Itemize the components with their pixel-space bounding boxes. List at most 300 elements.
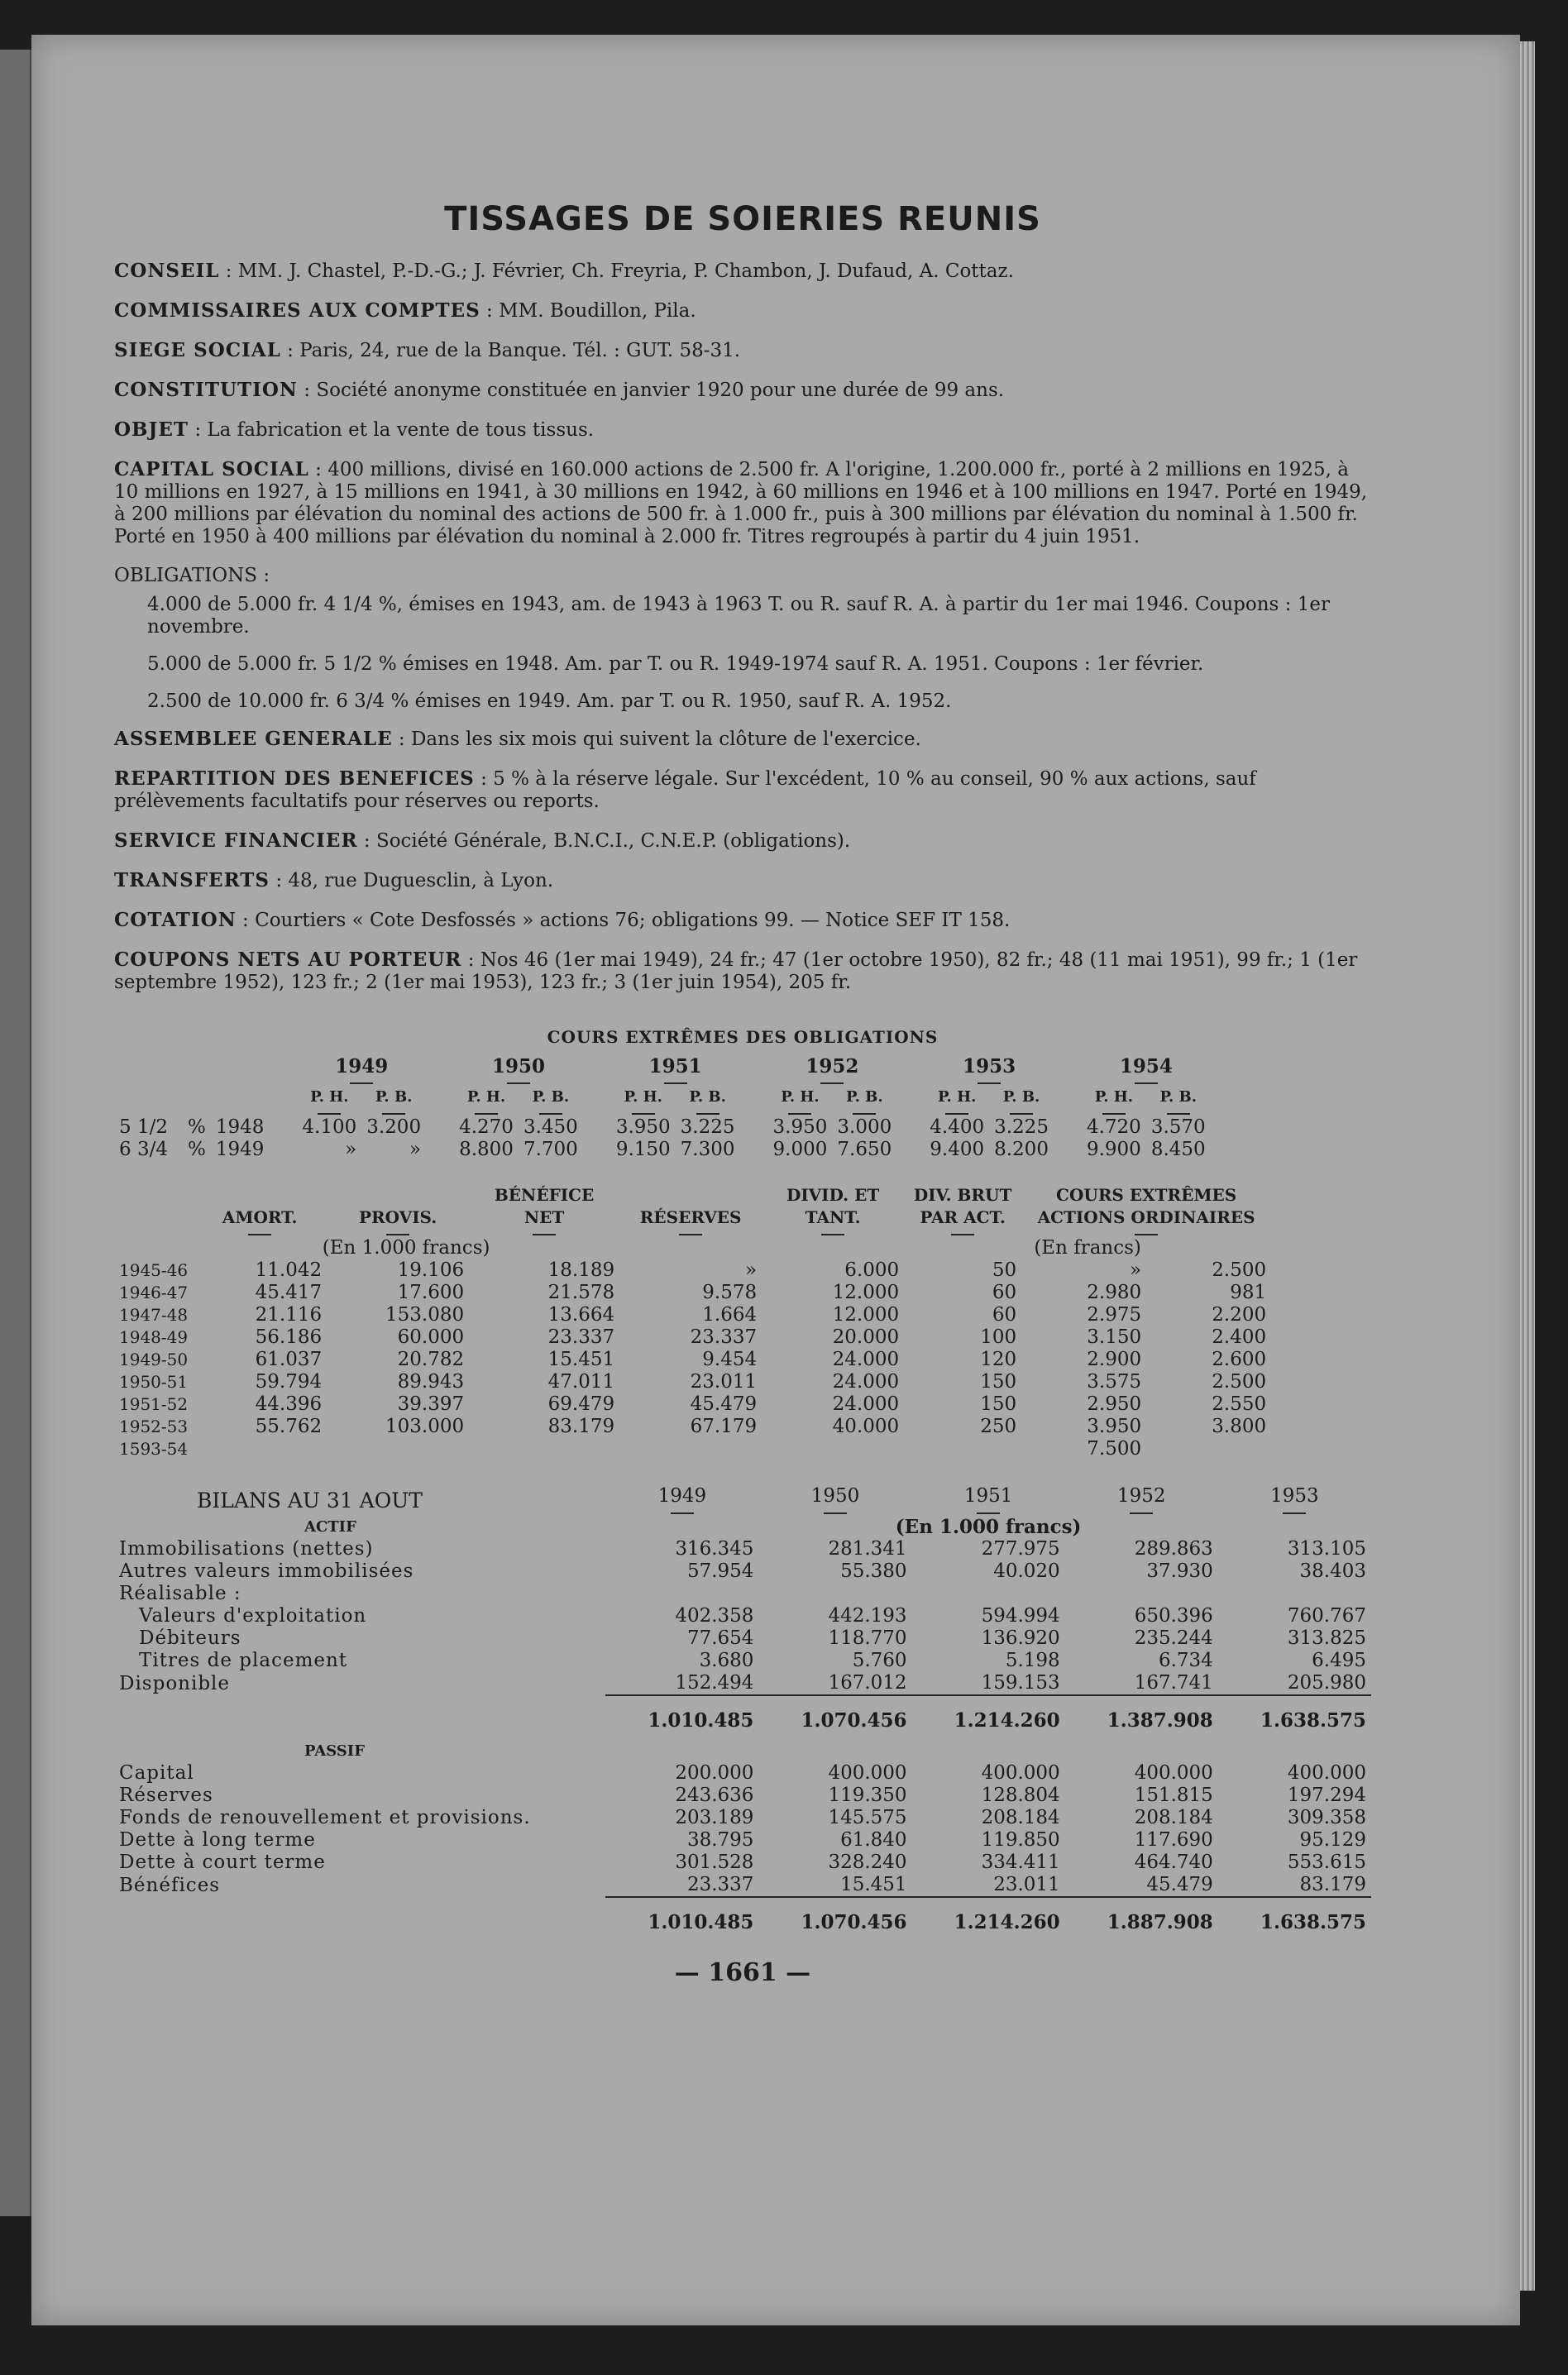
ph-header: [740, 1086, 833, 1116]
results-value: 24.000: [832, 1371, 900, 1393]
dash-mark: [507, 1082, 530, 1084]
dash-mark: [671, 1512, 694, 1514]
info-text: : 5 % à la réserve légale. Sur l'excédent, 10 % au conseil, 90 % aux actions, sauf prélèvements facultatifs pour réserves ou reports.: [114, 768, 1256, 812]
bond-value: 3.225: [680, 1116, 735, 1138]
balance-value: 3.680: [699, 1650, 754, 1671]
balance-value: 594.994: [981, 1605, 1060, 1627]
page-title: TISSAGES DE SOIERIES REUNIS: [444, 200, 1041, 238]
balance-total-value: 1.887.908: [1065, 1897, 1218, 1933]
year-label: 1953: [963, 1055, 1016, 1078]
results-value: 24.000: [832, 1393, 900, 1415]
ph-header: [1054, 1086, 1146, 1116]
balance-row-label: Disponible: [119, 1672, 231, 1694]
bond-value: 9.900: [1086, 1139, 1141, 1160]
balance-row-label: Valeurs d'exploitation: [139, 1605, 367, 1627]
company-info-section: [114, 260, 1371, 548]
balance-total-value: 1.070.456: [758, 1695, 911, 1732]
info-label: COTATION: [114, 909, 237, 931]
period-label: 1948-49: [119, 1327, 189, 1347]
results-value: 981: [1230, 1282, 1267, 1303]
info-paragraph: [114, 909, 1371, 932]
balance-value: [758, 1583, 911, 1605]
dash-mark: [318, 1113, 341, 1115]
dash-mark: [978, 1082, 1001, 1084]
results-value: 2.975: [1087, 1304, 1142, 1326]
balance-row-label: Bénéfices: [119, 1874, 221, 1896]
header-label: COURS EXTRÊMES ACTIONS ORDINAIRES: [1037, 1185, 1255, 1227]
document-page: [31, 35, 1520, 2325]
adjacent-page-edge: [0, 50, 31, 2216]
results-row: [114, 1416, 1271, 1438]
bond-value: 7.300: [680, 1139, 735, 1160]
period-label: 1952-53: [119, 1417, 189, 1436]
dash-mark: [533, 1234, 556, 1235]
balance-value: 328.240: [828, 1852, 907, 1873]
results-value: 40.000: [832, 1416, 900, 1437]
results-row: [114, 1393, 1271, 1416]
balance-total-value: 1.638.575: [1218, 1695, 1371, 1732]
bond-value: 8.450: [1150, 1139, 1206, 1160]
balance-total-value: 1.638.575: [1218, 1897, 1371, 1933]
balance-total-value: 1.214.260: [912, 1695, 1065, 1732]
results-value: 56.186: [255, 1326, 323, 1348]
subheader-label: P. B.: [1002, 1088, 1040, 1106]
bond-rate: 5 1/2: [119, 1116, 168, 1138]
dash-mark: [1130, 1512, 1153, 1514]
pb-header: [989, 1086, 1054, 1116]
ph-header: [896, 1086, 989, 1116]
bond-rate: 6 3/4: [119, 1139, 168, 1160]
subheader-label: P. H.: [781, 1088, 820, 1106]
spacer-cell: [114, 1086, 269, 1116]
bond-subheader-row: [114, 1086, 1211, 1116]
balance-row: [114, 1807, 1371, 1829]
info-paragraph: [114, 339, 1371, 362]
results-value: 12.000: [832, 1282, 900, 1303]
balance-value: 6.495: [1312, 1650, 1366, 1671]
results-value: 45.417: [255, 1282, 323, 1303]
bond-value: 3.225: [994, 1116, 1049, 1138]
balance-value: 145.575: [828, 1807, 907, 1828]
results-row: [114, 1259, 1271, 1282]
balance-value: 37.930: [1146, 1560, 1213, 1582]
dash-mark: [386, 1234, 409, 1235]
dash-mark: [475, 1113, 498, 1115]
subheader-label: P. H.: [310, 1088, 349, 1106]
spacer-cell: [114, 1184, 193, 1237]
info-label: CONSTITUTION: [114, 379, 298, 401]
balance-header-row: [114, 1485, 1371, 1516]
subheader-label: P. B.: [375, 1088, 413, 1106]
results-value: 11.042: [255, 1259, 323, 1281]
info-text: : Société anonyme constituée en janvier 1920 pour une durée de 99 ans.: [297, 380, 1005, 401]
balance-value: 118.770: [828, 1627, 907, 1649]
balance-row-label: Réserves: [119, 1785, 213, 1806]
obligations-section: [114, 565, 1371, 713]
balance-value: 23.011: [993, 1874, 1060, 1895]
balance-row-label: Fonds de renouvellement et provisions.: [119, 1807, 531, 1828]
balance-year-header: [912, 1485, 1065, 1516]
balance-value: 40.020: [993, 1560, 1060, 1582]
dash-mark: [788, 1113, 811, 1115]
year-label: 1951: [648, 1055, 702, 1078]
balance-row-label: Autres valeurs immobilisées: [119, 1560, 414, 1582]
bond-value: 3.000: [837, 1116, 892, 1138]
passif-header-row: [114, 1732, 1371, 1762]
balance-row: [114, 1583, 1371, 1605]
pb-header: [676, 1086, 740, 1116]
balance-row-label: Immobilisations (nettes): [119, 1538, 374, 1560]
results-value: 12.000: [832, 1304, 900, 1326]
balance-row-label: Titres de placement: [139, 1650, 348, 1671]
period-label: 1593-54: [119, 1439, 189, 1459]
page-number: — 1661 —: [674, 1958, 811, 1987]
page-content: [114, 159, 1371, 1987]
bond-year-header: [740, 1055, 897, 1086]
results-value: 20.782: [397, 1349, 465, 1370]
ph-header: [583, 1086, 676, 1116]
balance-row: [114, 1829, 1371, 1852]
dash-mark: [1102, 1113, 1126, 1115]
balance-value: [1065, 1583, 1218, 1605]
year-label: 1951: [963, 1485, 1013, 1507]
bond-row: [114, 1139, 1211, 1161]
balance-value: 208.184: [1134, 1807, 1213, 1828]
balance-value: 119.350: [828, 1785, 907, 1806]
results-value: 44.396: [255, 1393, 323, 1415]
balance-value: 45.479: [1146, 1874, 1213, 1895]
info-label: SERVICE FINANCIER: [114, 829, 358, 852]
year-label: 1952: [806, 1055, 859, 1078]
results-value: 2.600: [1212, 1349, 1267, 1370]
balance-value: 151.815: [1134, 1785, 1213, 1806]
balance-value: 15.451: [840, 1874, 907, 1895]
balance-value: [912, 1583, 1065, 1605]
results-value: 2.500: [1212, 1371, 1267, 1393]
balance-row: [114, 1785, 1371, 1807]
spacer-cell: [619, 1237, 904, 1259]
results-column-header: [619, 1184, 762, 1237]
period-label: 1947-48: [119, 1305, 189, 1325]
balance-value: 400.000: [1134, 1762, 1213, 1784]
pb-header: [1146, 1086, 1211, 1116]
bond-year-header: [1054, 1055, 1211, 1086]
info-paragraph: [114, 949, 1371, 994]
balance-value: 208.184: [981, 1807, 1060, 1828]
results-value: 6.000: [844, 1259, 900, 1281]
year-label: 1949: [657, 1485, 707, 1507]
bond-value: 4.720: [1086, 1116, 1141, 1138]
spacer-cell: [605, 1516, 758, 1538]
balance-year-header: [758, 1485, 911, 1516]
info-paragraph: [114, 379, 1371, 402]
balance-value: 205.980: [1287, 1672, 1366, 1694]
results-value: 150: [980, 1371, 1017, 1393]
results-row: [114, 1326, 1271, 1349]
dash-mark: [632, 1113, 655, 1115]
balance-year-header: [1065, 1485, 1218, 1516]
results-value: [469, 1438, 619, 1460]
results-value: 3.950: [1087, 1416, 1142, 1437]
bond-value: 9.150: [615, 1139, 671, 1160]
balance-value: 203.189: [675, 1807, 754, 1828]
balance-value: 402.358: [675, 1605, 754, 1627]
results-value: »: [1130, 1259, 1142, 1281]
info-text: : 400 millions, divisé en 160.000 actions de 2.500 fr. A l'origine, 1.200.000 fr., porté à 2 millions en 1925, à 10 millions en 1927, à 15 millions en 1941, à 30 millions en 1942, à 60 millions en 1946 et à 100 millions en 1947. Porté en 1949, à 200 millions par élévation du nominal des actions de 500 fr. à 1.000 fr., puis à 300 millions par élévation du nominal à 1.500 fr. Porté en 1950 à 400 millions par élévation du nominal à 2.000 fr. Titres regroupés à partir du 4 juin 1951.: [114, 459, 1368, 547]
bond-year-header: [583, 1055, 740, 1086]
balance-value: 442.193: [828, 1605, 907, 1627]
year-label: 1949: [335, 1055, 389, 1078]
results-value: 2.980: [1087, 1282, 1142, 1303]
pb-header: [361, 1086, 426, 1116]
results-value: 23.337: [547, 1326, 615, 1348]
balance-value: 128.804: [981, 1785, 1060, 1806]
dash-mark: [1010, 1113, 1033, 1115]
balance-value: 159.153: [981, 1672, 1060, 1694]
passif-label: PASSIF: [304, 1742, 365, 1760]
balance-title: BILANS AU 31 AOUT: [197, 1489, 423, 1512]
balance-value: 38.795: [686, 1829, 754, 1851]
balance-value: 281.341: [828, 1538, 907, 1560]
bond-value: 7.700: [523, 1139, 578, 1160]
balance-value: 152.494: [675, 1672, 754, 1694]
balance-value: 61.840: [840, 1829, 907, 1851]
balance-value: [605, 1583, 758, 1605]
balance-value: 6.734: [1158, 1650, 1213, 1671]
pb-header: [832, 1086, 896, 1116]
results-value: [327, 1438, 469, 1460]
year-label: 1950: [810, 1485, 860, 1507]
results-value: 103.000: [385, 1416, 465, 1437]
balance-total-value: 1.010.485: [605, 1897, 758, 1933]
balance-value: 23.337: [686, 1874, 754, 1895]
info-text: : Courtiers « Cote Desfossés » actions 76; obligations 99. — Notice SEF IT 158.: [236, 910, 1011, 931]
balance-value: 243.636: [675, 1785, 754, 1806]
bond-value: 8.200: [994, 1139, 1049, 1160]
results-value: 3.150: [1087, 1326, 1142, 1348]
balance-value: 316.345: [675, 1538, 754, 1560]
balance-value: 117.690: [1134, 1829, 1213, 1851]
pb-header: [519, 1086, 583, 1116]
results-value: 21.578: [547, 1282, 615, 1303]
company-info-section-2: [114, 728, 1371, 994]
period-label: 1951-52: [119, 1394, 189, 1414]
results-value: 47.011: [547, 1371, 615, 1393]
bond-row: [114, 1116, 1211, 1139]
bond-value: 9.000: [772, 1139, 828, 1160]
info-text: : La fabrication et la vente de tous tissus.: [189, 419, 595, 441]
results-value: 2.950: [1087, 1393, 1142, 1415]
balance-sheet-table: [114, 1485, 1371, 1933]
balance-value: 400.000: [1287, 1762, 1366, 1784]
balance-unit: (En 1.000 francs): [895, 1516, 1082, 1538]
results-value: 100: [980, 1326, 1017, 1348]
results-value: 18.189: [547, 1259, 615, 1281]
balance-value: 167.741: [1134, 1672, 1213, 1694]
dash-mark: [350, 1082, 373, 1084]
spacer-cell: [114, 1695, 605, 1732]
results-value: 24.000: [832, 1349, 900, 1370]
balance-value: 95.129: [1299, 1829, 1366, 1851]
results-row: [114, 1304, 1271, 1326]
bond-value: 8.800: [459, 1139, 514, 1160]
results-row: [114, 1282, 1271, 1304]
results-value: 59.794: [255, 1371, 323, 1393]
results-value: 7.500: [1087, 1438, 1142, 1460]
info-paragraph: [114, 728, 1371, 751]
info-text: : MM. J. Chastel, P.-D.-G.; J. Février, Ch. Freyria, P. Chambon, J. Dufaud, A. Cottaz.: [219, 260, 1014, 282]
results-value: [193, 1438, 327, 1460]
period-label: 1950-51: [119, 1372, 189, 1392]
balance-value: 553.615: [1287, 1852, 1366, 1873]
subheader-label: P. H.: [937, 1088, 977, 1106]
balance-value: 57.954: [686, 1560, 754, 1582]
dash-mark: [821, 1234, 844, 1235]
results-value: 60.000: [397, 1326, 465, 1348]
results-value: 61.037: [255, 1349, 323, 1370]
balance-value: 235.244: [1134, 1627, 1213, 1649]
results-column-header: [469, 1184, 619, 1237]
results-value: 3.575: [1087, 1371, 1142, 1393]
balance-value: 760.767: [1287, 1605, 1366, 1627]
results-value: [1146, 1438, 1271, 1460]
results-column-header: [193, 1184, 327, 1237]
balance-value: 650.396: [1134, 1605, 1213, 1627]
dash-mark: [664, 1082, 687, 1084]
results-value: 23.337: [690, 1326, 758, 1348]
balance-value: 334.411: [981, 1852, 1060, 1873]
balance-total-row: [114, 1897, 1371, 1933]
results-value: 1.664: [702, 1304, 758, 1326]
bond-value: 3.570: [1150, 1116, 1206, 1138]
info-text: : Paris, 24, rue de la Banque. Tél. : GUT. 58-31.: [280, 340, 741, 361]
header-label: DIVID. ET TANT.: [786, 1185, 880, 1227]
info-text: : 48, rue Duguesclin, à Lyon.: [270, 870, 554, 891]
bond-value: 4.100: [302, 1116, 357, 1138]
dash-mark: [951, 1234, 974, 1235]
info-label: CONSEIL: [114, 260, 220, 282]
results-value: 150: [980, 1393, 1017, 1415]
obligations-label: OBLIGATIONS :: [114, 565, 270, 586]
balance-row: [114, 1762, 1371, 1785]
balance-value: 167.012: [828, 1672, 907, 1694]
info-label: CAPITAL SOCIAL: [114, 458, 309, 480]
balance-value: 5.760: [852, 1650, 907, 1671]
header-label: BÉNÉFICE NET: [494, 1185, 595, 1227]
period-label: 1949-50: [119, 1350, 189, 1369]
dash-mark: [1167, 1113, 1190, 1115]
results-unit-row: [114, 1237, 1271, 1259]
results-column-header: [904, 1184, 1021, 1237]
results-value: 20.000: [832, 1326, 900, 1348]
bond-year-header: [426, 1055, 583, 1086]
balance-row-label: Dette à long terme: [119, 1829, 316, 1851]
results-value: 45.479: [690, 1393, 758, 1415]
balance-row: [114, 1627, 1371, 1650]
dash-mark: [824, 1512, 847, 1514]
info-paragraph: [114, 869, 1371, 892]
year-label: 1952: [1116, 1485, 1166, 1507]
results-value: 153.080: [385, 1304, 465, 1326]
bond-value: »: [409, 1139, 422, 1160]
bond-year-header: [269, 1055, 426, 1086]
subheader-label: P. H.: [466, 1088, 506, 1106]
bond-value: 3.950: [772, 1116, 828, 1138]
subheader-label: P. H.: [1094, 1088, 1134, 1106]
bond-pct: %: [187, 1116, 206, 1138]
results-value: 9.578: [702, 1282, 758, 1303]
dash-mark: [820, 1082, 844, 1084]
year-label: 1953: [1270, 1485, 1319, 1507]
header-label: RÉSERVES: [639, 1207, 742, 1227]
results-header-row: [114, 1184, 1271, 1237]
balance-year-header: [605, 1485, 758, 1516]
unit-label-left: (En 1.000 francs): [322, 1237, 490, 1259]
dash-mark: [248, 1234, 271, 1235]
results-value: [904, 1438, 1021, 1460]
bond-issue-year: 1949: [215, 1139, 265, 1160]
info-label: COMMISSAIRES AUX COMPTES: [114, 299, 480, 322]
info-paragraph: [114, 299, 1371, 323]
balance-value: 313.105: [1287, 1538, 1366, 1560]
info-label: SIEGE SOCIAL: [114, 339, 281, 361]
bond-year-header: [896, 1055, 1054, 1086]
results-value: 3.800: [1212, 1416, 1267, 1437]
bond-years-row: [114, 1055, 1211, 1086]
results-value: 55.762: [255, 1416, 323, 1437]
balance-row: [114, 1672, 1371, 1695]
subheader-label: P. B.: [846, 1088, 883, 1106]
header-label: AMORT.: [222, 1207, 298, 1227]
results-value: »: [745, 1259, 758, 1281]
results-column-header: [1021, 1184, 1271, 1237]
info-label: OBJET: [114, 418, 189, 441]
obligation-item: 5.000 de 5.000 fr. 5 1/2 % émises en 1948. Am. par T. ou R. 1949-1974 sauf R. A. 1951. Coupons : 1er février.: [147, 653, 1204, 675]
results-value: 69.479: [547, 1393, 615, 1415]
balance-row: [114, 1852, 1371, 1874]
balance-unit-row: [114, 1516, 1371, 1538]
dash-mark: [1135, 1234, 1158, 1235]
dash-mark: [853, 1113, 876, 1115]
info-paragraph: [114, 260, 1371, 283]
results-value: 2.500: [1212, 1259, 1267, 1281]
balance-total-value: 1.214.260: [912, 1897, 1065, 1933]
info-paragraph: [114, 829, 1371, 853]
results-row: [114, 1438, 1271, 1460]
bond-value: 4.270: [459, 1116, 514, 1138]
balance-row-label: Débiteurs: [139, 1627, 241, 1649]
subheader-label: P. B.: [1159, 1088, 1198, 1106]
unit-label-right: (En francs): [1034, 1237, 1141, 1259]
subheader-label: P. B.: [532, 1088, 570, 1106]
results-value: 9.454: [702, 1349, 758, 1370]
dash-mark: [977, 1512, 1000, 1514]
balance-value: 400.000: [828, 1762, 907, 1784]
results-value: 19.106: [397, 1259, 465, 1281]
results-value: 250: [980, 1416, 1017, 1437]
period-label: 1946-47: [119, 1283, 189, 1302]
ph-header: [269, 1086, 361, 1116]
info-paragraph: [114, 418, 1371, 442]
results-value: 2.550: [1212, 1393, 1267, 1415]
balance-total-row: [114, 1695, 1371, 1732]
dash-mark: [696, 1113, 719, 1115]
actif-label: ACTIF: [304, 1518, 356, 1536]
balance-row: [114, 1605, 1371, 1627]
balance-value: 400.000: [981, 1762, 1060, 1784]
balance-value: 464.740: [1134, 1852, 1213, 1873]
results-value: 50: [992, 1259, 1017, 1281]
